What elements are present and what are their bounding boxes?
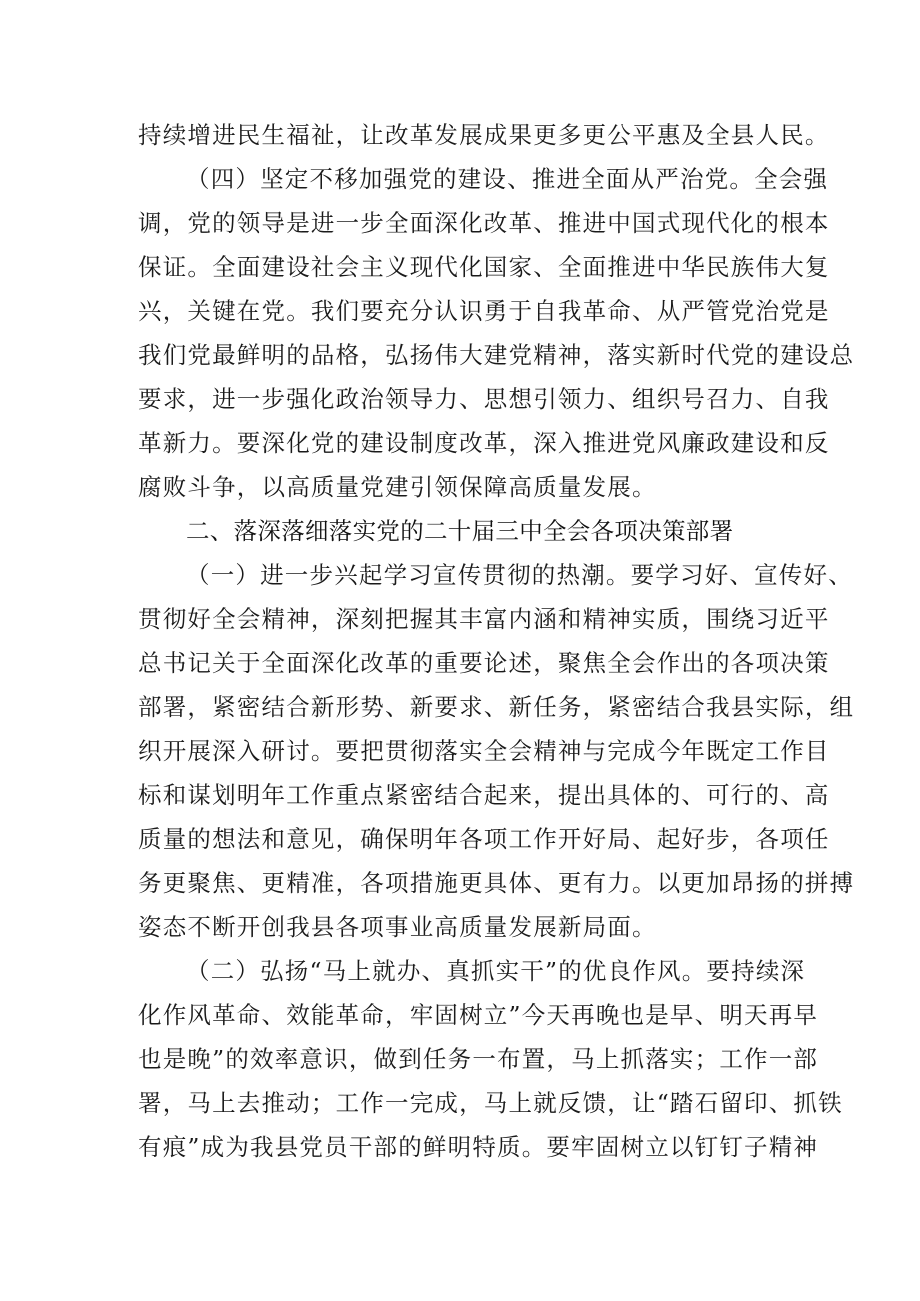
paragraph-line: 革新力。要深化党的建设制度改革，深入推进党风廉政建设和反 <box>138 429 830 457</box>
paragraph-line: 兴，关键在党。我们要充分认识勇于自我革命、从严管党治党是 <box>138 297 830 325</box>
paragraph-line: 织开展深入研讨。要把贯彻落实全会精神与完成今年既定工作目 <box>138 737 830 765</box>
paragraph-line: （二）弘扬“马上就办、真抓实干”的优良作风。要持续深 <box>186 957 806 985</box>
paragraph-line: 持续增进民生福祉，让改革发展成果更多更公平惠及全县人民。 <box>138 121 830 149</box>
paragraph-line: 标和谋划明年工作重点紧密结合起来，提出具体的、可行的、高 <box>138 781 830 809</box>
paragraph-line: 也是晚”的效率意识，做到任务一布置，马上抓落实；工作一部 <box>138 1045 819 1073</box>
paragraph-line: （四）坚定不移加强党的建设、推进全面从严治党。全会强 <box>186 165 829 193</box>
paragraph-line: 质量的想法和意见，确保明年各项工作开好局、起好步，各项任 <box>138 825 830 853</box>
paragraph-line: 部署，紧密结合新形势、新要求、新任务，紧密结合我县实际，组 <box>138 693 855 721</box>
paragraph-line: 化作风革命、效能革命，牢固树立”今天再晚也是早、明天再早 <box>138 1001 819 1029</box>
paragraph-line: 保证。全面建设社会主义现代化国家、全面推进中华民族伟大复 <box>138 253 830 281</box>
section-heading: 二、落深落细落实党的二十届三中全会各项决策部署 <box>186 517 734 545</box>
paragraph-line: 署，马上去推动；工作一完成，马上就反馈，让“踏石留印、抓铁 <box>138 1089 843 1117</box>
paragraph-line: 贯彻好全会精神，深刻把握其丰富内涵和精神实质，围绕习近平 <box>138 605 830 633</box>
paragraph-line: 我们党最鲜明的品格，弘扬伟大建党精神，落实新时代党的建设总 <box>138 341 855 369</box>
paragraph-line: 有痕”成为我县党员干部的鲜明特质。要牢固树立以钉钉子精神 <box>138 1133 819 1161</box>
paragraph-line: 调，党的领导是进一步全面深化改革、推进中国式现代化的根本 <box>138 209 830 237</box>
paragraph-line: （一）进一步兴起学习宣传贯彻的热潮。要学习好、宣传好、 <box>186 561 853 589</box>
paragraph-line: 务更聚焦、更精准，各项措施更具体、更有力。以更加昂扬的拼搏 <box>138 869 855 897</box>
paragraph-line: 总书记关于全面深化改革的重要论述，聚焦全会作出的各项决策 <box>138 649 830 677</box>
paragraph-line: 要求，进一步强化政治领导力、思想引领力、组织号召力、自我 <box>138 385 830 413</box>
paragraph-line: 腐败斗争，以高质量党建引领保障高质量发展。 <box>138 473 657 501</box>
paragraph-line: 姿态不断开创我县各项事业高质量发展新局面。 <box>138 913 657 941</box>
